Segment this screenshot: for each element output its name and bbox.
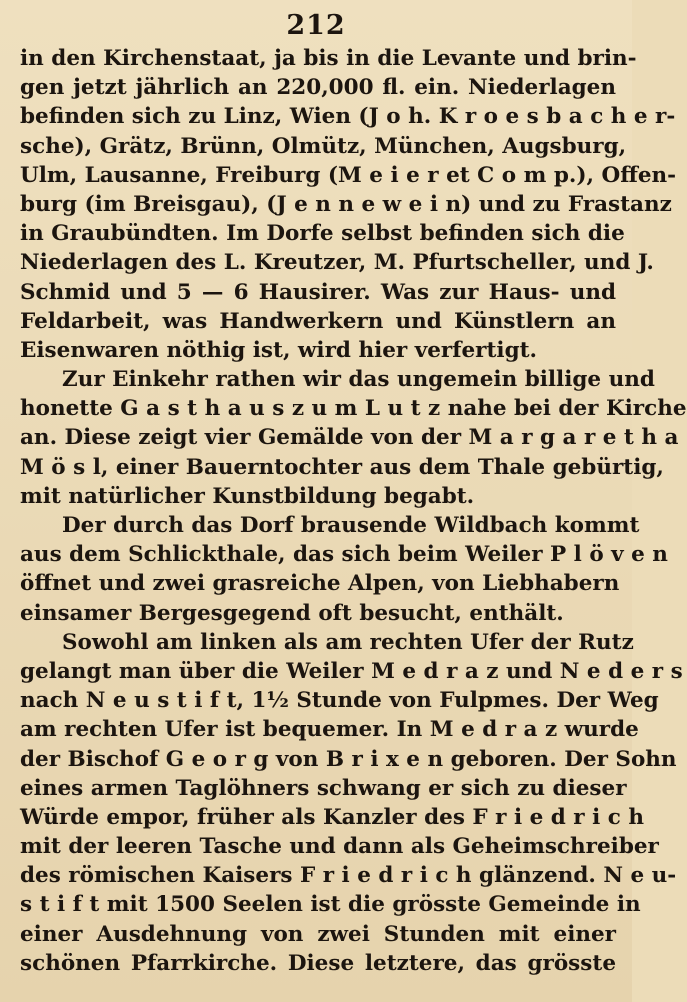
- text-line: aus dem Schlickthale, das sich beim Weiler P l ö v e n: [20, 542, 668, 568]
- text-line: in den Kirchenstaat, ja bis in die Levante und brin-: [20, 46, 637, 71]
- text-line: in Graubündten. Im Dorfe selbst befinden sich die: [20, 221, 625, 247]
- text-line: eines armen Taglöhners schwang er sich zu dieser: [20, 775, 627, 801]
- text-line: Sowohl am linken als am rechten Ufer der Rutz: [62, 629, 634, 655]
- text-line: an. Diese zeigt vier Gemälde von der M a r g a r e t h a: [20, 425, 679, 451]
- text-line: Schmid und 5 — 6 Hausirer. Was zur Haus- und: [20, 279, 616, 305]
- text-line: Zur Einkehr rathen wir das ungemein billige und: [62, 367, 655, 393]
- text-line: einer Ausdehnung von zwei Stunden mit einer: [20, 921, 616, 947]
- text-line: mit natürlicher Kunstbildung begabt.: [20, 483, 475, 509]
- body-text: [20, 44, 687, 978]
- text-line: mit der leeren Tasche und dann als Geheimschreiber: [20, 834, 659, 860]
- text-line: Ulm, Lausanne, Freiburg (M e i e r et C o m p.), Offen-: [20, 162, 677, 188]
- text-line: des römischen Kaisers F r i e d r i c h glänzend. N e u-: [20, 863, 677, 889]
- text-line: nach N e u s t i f t, 1½ Stunde von Fulpmes. Der Weg: [20, 688, 659, 714]
- text-line: honette G a s t h a u s z u m L u t z nahe bei der Kirche: [20, 396, 687, 422]
- text-line: einsamer Bergesgegend oft besucht, enthält.: [20, 600, 564, 626]
- text-line: Eisenwaren nöthig ist, wird hier verfertigt.: [20, 337, 538, 363]
- text-line: gelangt man über die Weiler M e d r a z und N e d e r s: [20, 658, 683, 684]
- text-line: sche), Grätz, Brünn, Olmütz, München, Augsburg,: [20, 133, 627, 159]
- text-line: Feldarbeit, was Handwerkern und Künstlern an: [20, 308, 616, 334]
- text-line: Niederlagen des L. Kreutzer, M. Pfurtscheller, und J.: [20, 250, 654, 276]
- text-line: am rechten Ufer ist bequemer. In M e d r a z wurde: [20, 717, 639, 743]
- text-line: M ö s l, einer Bauerntochter aus dem Thale gebürtig,: [20, 454, 664, 480]
- text-line: Der durch das Dorf brausende Wildbach kommt: [62, 513, 640, 538]
- text-line: Würde empor, früher als Kanzler des F r i e d r i c h: [20, 804, 644, 830]
- text-line: der Bischof G e o r g von B r i x e n geboren. Der Sohn: [20, 746, 677, 772]
- text-line: schönen Pfarrkirche. Diese letztere, das grösste: [20, 950, 616, 976]
- text-line: s t i f t mit 1500 Seelen ist die grösste Gemeinde in: [20, 892, 641, 918]
- text-line: befinden sich zu Linz, Wien (J o h. K r o e s b a c h e r-: [20, 104, 676, 130]
- text-line: öffnet und zwei grasreiche Alpen, von Liebhabern: [20, 571, 620, 597]
- page-number: 212: [286, 10, 346, 41]
- text-line: burg (im Breisgau), (J e n n e w e i n) und zu Frastanz: [20, 191, 672, 217]
- text-line: gen jetzt jährlich an 220,000 fl. ein. Niederlagen: [20, 75, 616, 101]
